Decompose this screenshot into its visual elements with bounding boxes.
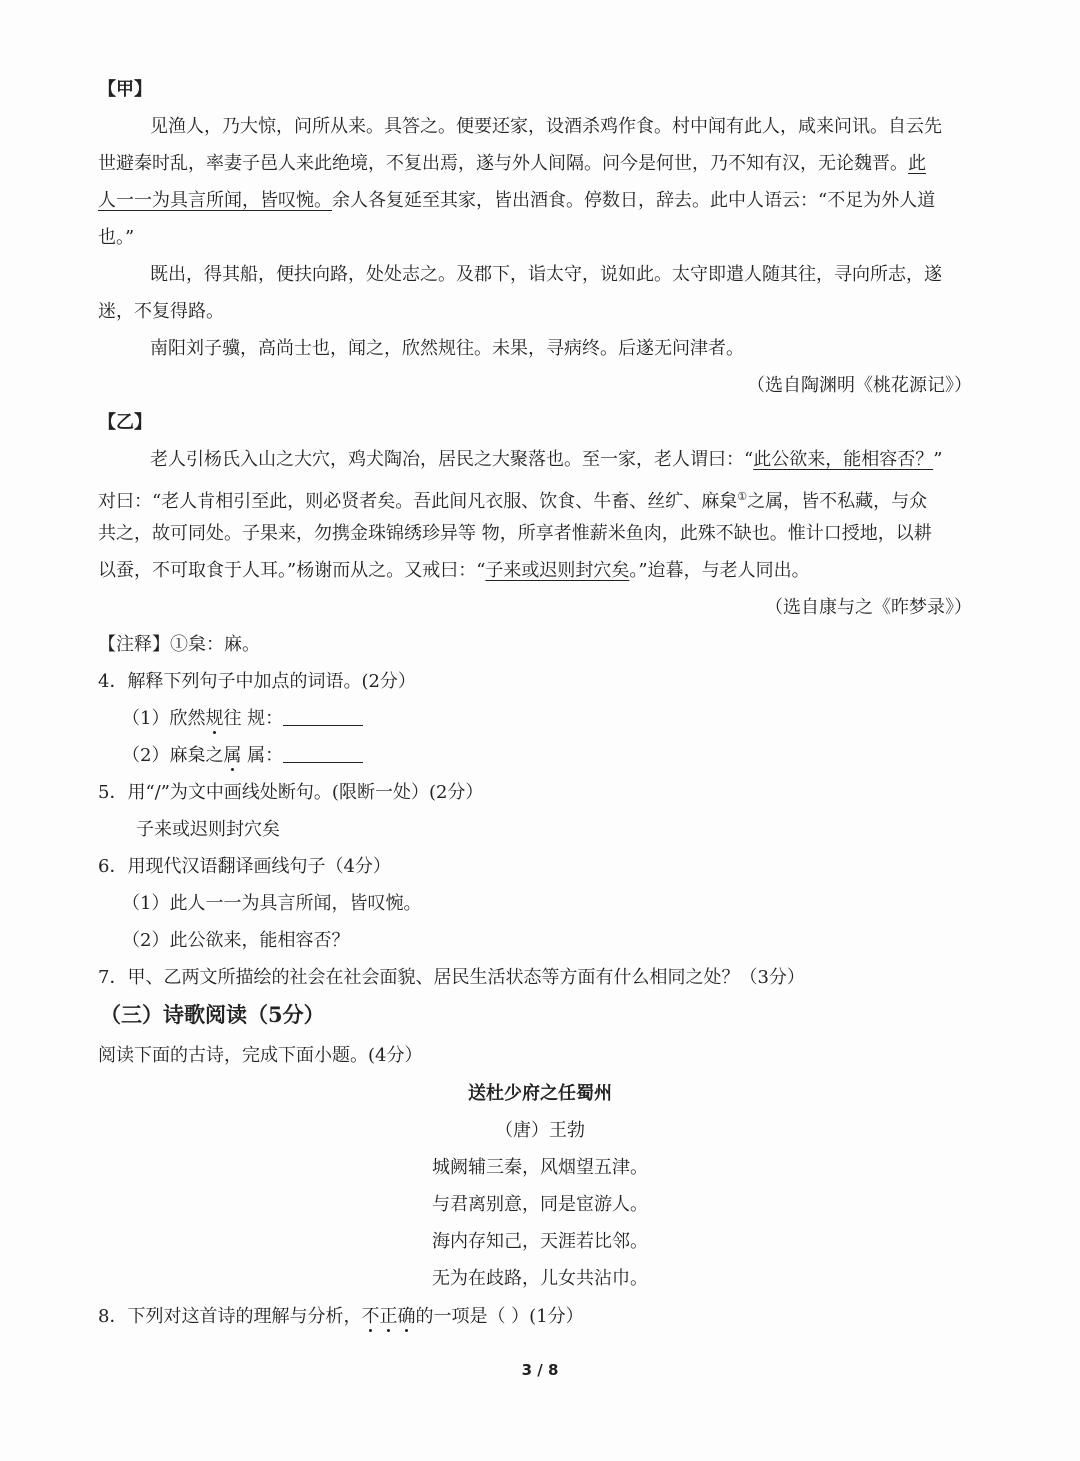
passage-yi-source: （选自康与之《昨梦录》）	[765, 597, 972, 618]
section-heading: （三）诗歌阅读（5分）	[100, 1002, 325, 1027]
question-4-item-2: （2）麻枲之属 属：	[122, 744, 363, 768]
passage-jia-line: 世避秦时乱，率妻子邑人来此绝境，不复出焉，遂与外人间隔。问今是何世，乃不知有汉，无论魏晋。此	[98, 153, 926, 174]
passage-yi-line: 共之，故可同处。子果来，勿携金珠锦绣珍异等 物，所享者惟薪米鱼肉，此殊不缺也。惟计口授地，以耕	[98, 523, 932, 544]
passage-jia-line: 人一一为具言所闻，皆叹惋。余人各复延至其家，皆出酒食。停数日，辞去。此中人语云：“不足为外人道	[98, 190, 936, 211]
passage-jia-label: 【甲】	[98, 79, 152, 100]
passage-yi-line: 老人引杨氏入山之大穴，鸡犬陶冶，居民之大聚落也。至一家，老人谓曰：“此公欲来，能相容否？”	[150, 449, 943, 470]
passage-jia-line: 见渔人，乃大惊，问所从来。具答之。便要还家，设酒杀鸡作食。村中闻有此人，咸来问讯。自云先	[150, 116, 942, 137]
underlined-sentence: 此公欲来，能相容否？	[753, 449, 934, 470]
poem-title: 送杜少府之任蜀州	[468, 1083, 612, 1104]
passage-jia-line: 也。”	[98, 227, 135, 248]
question-4-item-1: （1）欣然规往 规：	[122, 707, 363, 731]
poem-line: 无为在歧路，儿女共沾巾。	[432, 1268, 648, 1289]
answer-blank[interactable]	[283, 744, 363, 763]
footnote-marker: ①	[737, 490, 748, 503]
poem-line: 海内存知己，天涯若比邻。	[432, 1231, 648, 1252]
page-number: 3 / 8	[521, 1361, 559, 1379]
question-6-item-2: （2）此公欲来，能相容否？	[122, 930, 350, 951]
passage-jia-source: （选自陶渊明《桃花源记》）	[747, 375, 972, 396]
poem-instruction: 阅读下面的古诗，完成下面小题。(4分）	[98, 1045, 423, 1066]
poem-line: 城阙辅三秦，风烟望五津。	[432, 1157, 648, 1178]
passage-jia-line: 南阳刘子骥，高尚士也，闻之，欣然规往。未果，寻病终。后遂无问津者。	[150, 338, 744, 359]
passage-yi-label: 【乙】	[98, 412, 152, 433]
question-6: 6．用现代汉语翻译画线句子（4分）	[98, 856, 391, 877]
underlined-sentence: 子来或迟则封穴矣	[485, 560, 630, 581]
passage-jia-line: 迷，不复得路。	[98, 301, 224, 322]
passage-jia-line: 既出，得其船，便扶向路，处处志之。及郡下，诣太守，说如此。太守即遣人随其往，寻向所志，遂	[150, 264, 942, 285]
answer-blank[interactable]	[283, 707, 363, 726]
underlined-sentence: 人一一为具言所闻，皆叹惋。	[98, 190, 332, 211]
annotation-note: 【注释】①枲：麻。	[98, 634, 260, 655]
question-5: 5．用“/”为文中画线处断句。(限断一处）(2分）	[98, 782, 484, 803]
question-4: 4．解释下列句子中加点的词语。(2分）	[98, 671, 416, 692]
passage-yi-line: 以蚕，不可取食于人耳。”杨谢而从之。又戒曰：“子来或迟则封穴矣。”迨暮，与老人同出。	[98, 560, 810, 581]
question-6-item-1: （1）此人一一为具言所闻，皆叹惋。	[122, 893, 422, 914]
poem-line: 与君离别意，同是宦游人。	[432, 1194, 648, 1215]
question-8: 8．下列对这首诗的理解与分析，不正确的一项是（ ）(1分）	[98, 1306, 584, 1327]
question-7: 7．甲、乙两文所描绘的社会在社会面貌、居民生活状态等方面有什么相同之处？（3分）	[98, 967, 805, 988]
question-5-text: 子来或迟则封穴矣	[136, 819, 280, 840]
passage-yi-line: 对曰：“老人肯相引至此，则必贤者矣。吾此间凡衣服、饮食、牛畜、丝纩、麻枲①之属，皆不私藏，与众	[98, 490, 928, 512]
poem-author: （唐）王勃	[495, 1120, 585, 1141]
